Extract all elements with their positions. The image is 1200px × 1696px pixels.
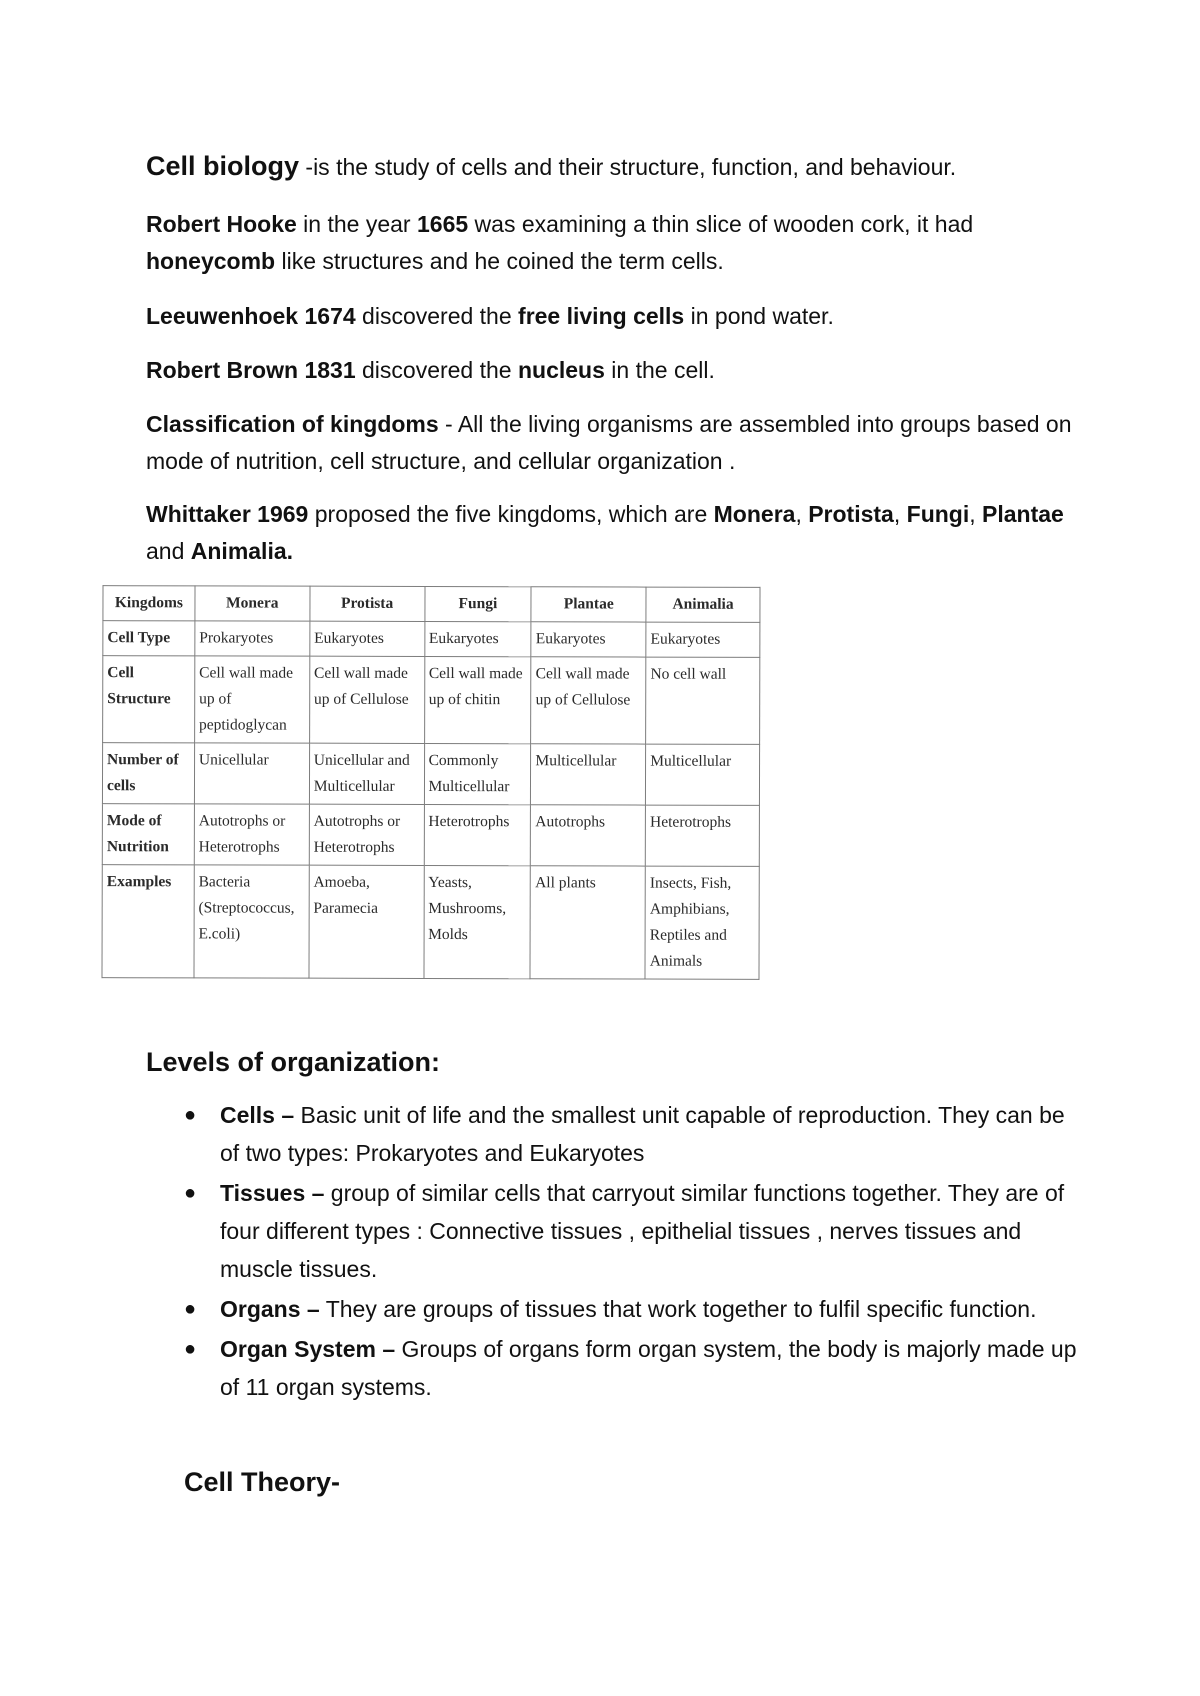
table-cell: No cell wall — [646, 657, 760, 744]
table-row — [103, 621, 760, 658]
cell-theory-heading: Cell Theory- — [184, 1467, 341, 1497]
cell-biology-term: Cell biology — [146, 151, 300, 181]
free-living-cells-term: free living cells — [518, 303, 685, 329]
table-cell: Amoeba, Paramecia — [309, 865, 424, 978]
table-cell: Heterotrophs — [424, 804, 531, 865]
table-header-row — [103, 586, 760, 623]
nucleus-term: nucleus — [517, 357, 605, 383]
hooke-name: Robert Hooke — [146, 211, 297, 237]
brown-paragraph — [146, 352, 1086, 389]
list-item — [180, 1096, 1080, 1172]
table-cell: Insects, Fish, Amphibians, Reptiles and Animals — [645, 866, 759, 979]
table-cell: Autotrophs or Heterotrophs — [194, 804, 309, 865]
table-header-cell: Monera — [195, 586, 310, 621]
list-item — [180, 1174, 1080, 1288]
cell-biology-text: -is the study of cells and their structure, function, and behaviour. — [299, 154, 957, 180]
level-text: They are groups of tissues that work together to fulfil specific function. — [319, 1296, 1037, 1322]
list-item — [180, 1290, 1080, 1328]
kingdom-separator: , — [893, 501, 907, 527]
leeuwenhoek-name: Leeuwenhoek 1674 — [146, 303, 356, 329]
table-cell: Eukaryotes — [310, 621, 425, 656]
table-header-cell: Plantae — [531, 587, 646, 622]
row-label: Examples — [102, 865, 194, 978]
table-header-cell: Kingdoms — [103, 586, 195, 621]
table-row — [102, 865, 759, 980]
level-term: Organ System – — [220, 1336, 396, 1362]
table-row — [102, 743, 759, 806]
classification-term: Classification of kingdoms — [146, 411, 439, 437]
table-cell: Unicellular and Multicellular — [309, 743, 424, 804]
table-row — [103, 656, 760, 745]
kingdom-plantae: Plantae — [982, 501, 1064, 527]
classification-text: - All the living organisms are assembled into groups based on mode of nutrition, cell structure, and cellular organization . — [146, 411, 1072, 474]
table-cell: Multicellular — [531, 744, 646, 805]
honeycomb-term: honeycomb — [146, 248, 276, 274]
leeuwenhoek-text-2: in pond water. — [684, 303, 834, 329]
kingdoms-table — [101, 585, 760, 980]
hooke-year: 1665 — [416, 211, 469, 237]
table-cell: Yeasts, Mushrooms, Molds — [424, 865, 531, 978]
leeuwenhoek-paragraph — [146, 298, 1086, 335]
table-cell: Autotrophs or Heterotrophs — [309, 804, 424, 865]
table-cell: Cell wall made up of chitin — [424, 656, 531, 743]
whittaker-name: Whittaker 1969 — [146, 501, 309, 527]
table-cell: Autotrophs — [531, 805, 646, 866]
table-row — [102, 804, 759, 867]
table-header-cell: Animalia — [646, 587, 760, 622]
level-text: Groups of organs form organ system, the body is majorly made up of 11 organ systems. — [220, 1336, 1077, 1400]
table-cell: Eukaryotes — [531, 622, 646, 657]
level-text: group of similar cells that carryout similar functions together. They are of four different types : Connective tissues , epithelial tissues , nerves tissues and muscle tissues. — [220, 1180, 1065, 1282]
hooke-text-3: like structures and he coined the term cells. — [275, 248, 724, 274]
levels-heading: Levels of organization: — [146, 1047, 441, 1077]
table-cell: Bacteria (Streptococcus, E.coli) — [194, 865, 309, 978]
row-label: Cell Type — [103, 621, 195, 656]
brown-name: Robert Brown 1831 — [146, 357, 356, 383]
whittaker-text: proposed the five kingdoms, which are — [308, 501, 714, 527]
kingdom-fungi: Fungi — [906, 501, 970, 527]
hooke-text-1: in the year — [296, 211, 417, 237]
list-item — [180, 1330, 1080, 1406]
table-cell: Unicellular — [194, 743, 309, 804]
classification-paragraph — [146, 406, 1086, 480]
table-cell: Multicellular — [646, 744, 760, 805]
row-label: Number of cells — [102, 743, 194, 804]
cell-biology-definition — [146, 148, 1086, 186]
level-text: Basic unit of life and the smallest unit capable of reproduction. They can be of two types: Prokaryotes and Eukaryotes — [220, 1102, 1065, 1166]
kingdom-separator: and — [146, 538, 191, 564]
table-cell: Cell wall made up of peptidoglycan — [194, 656, 309, 743]
table-cell: Cell wall made up of Cellulose — [531, 657, 646, 744]
row-label: Mode of Nutrition — [102, 804, 194, 865]
table-cell: Prokaryotes — [195, 621, 310, 656]
kingdom-protista: Protista — [808, 501, 894, 527]
row-label: Cell Structure — [103, 656, 195, 743]
table-cell: Commonly Multicellular — [424, 743, 531, 804]
level-term: Cells – — [220, 1102, 295, 1128]
brown-text-2: in the cell. — [604, 357, 715, 383]
leeuwenhoek-text-1: discovered the — [355, 303, 519, 329]
bullet-icon: ● — [184, 1182, 197, 1204]
table-cell: Eukaryotes — [646, 622, 760, 657]
bullet-icon: ● — [184, 1338, 197, 1360]
hooke-text-2: was examining a thin slice of wooden cork, it had — [468, 211, 974, 237]
kingdom-monera: Monera — [713, 501, 796, 527]
table-header-cell: Protista — [310, 586, 425, 621]
level-term: Tissues – — [220, 1180, 325, 1206]
whittaker-paragraph — [146, 496, 1086, 570]
hooke-paragraph — [146, 206, 1086, 280]
brown-text-1: discovered the — [355, 357, 518, 383]
kingdom-separator: , — [969, 501, 983, 527]
bullet-icon: ● — [184, 1104, 197, 1126]
level-term: Organs – — [220, 1296, 320, 1322]
table-header-cell: Fungi — [424, 586, 531, 621]
table-cell: Cell wall made up of Cellulose — [309, 656, 424, 743]
bullet-icon: ● — [184, 1298, 197, 1320]
kingdom-animalia: Animalia. — [190, 538, 294, 564]
kingdom-separator: , — [795, 501, 809, 527]
table-cell: All plants — [530, 866, 645, 979]
levels-list — [180, 1096, 1080, 1408]
table-cell: Heterotrophs — [645, 805, 759, 866]
table-cell: Eukaryotes — [424, 621, 531, 656]
